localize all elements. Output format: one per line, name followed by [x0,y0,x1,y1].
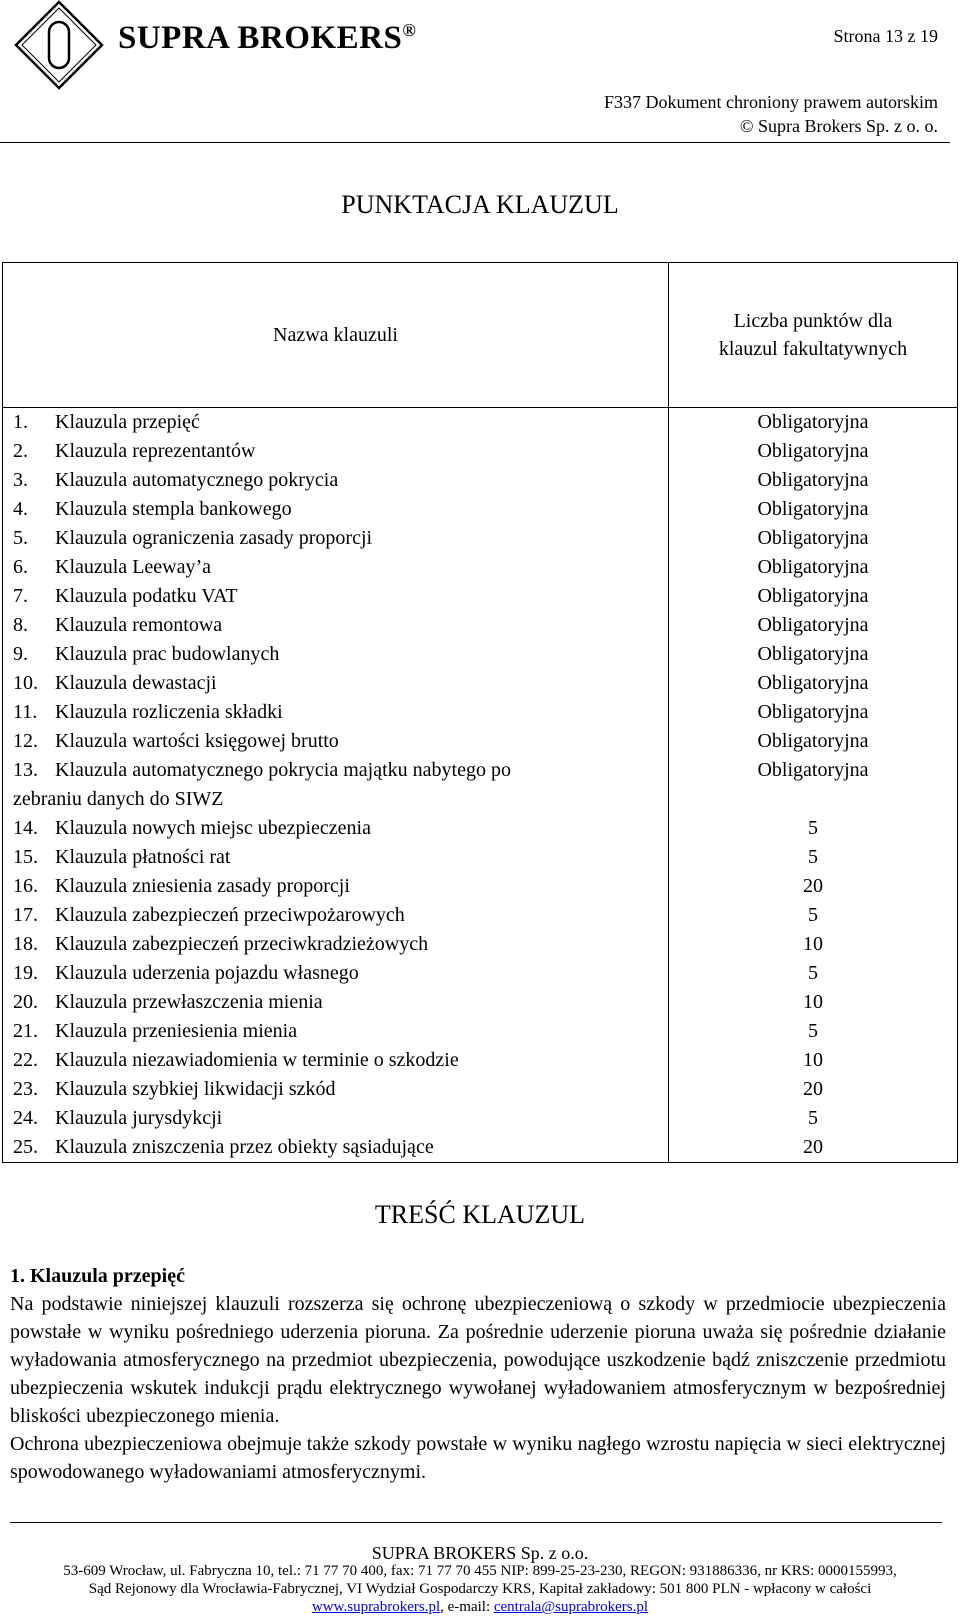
clause-name: Klauzula nowych miejsc ubezpieczenia [55,817,371,839]
document-code: F337 Dokument chroniony prawem autorskim [604,92,938,112]
clause-points: 20 [803,1136,823,1158]
clause-number: 2. [13,440,28,462]
column-header-points: Liczba punktów dla klauzul fakultatywnych [669,263,958,408]
clause-name-row [13,495,668,524]
clause-number: 19. [13,962,38,984]
clause-name: Klauzula szybkiej likwidacji szkód [55,1078,336,1100]
copyright-line: © Supra Brokers Sp. z o. o. [739,116,938,136]
clause-number: 23. [13,1078,38,1100]
clause-name-row [13,843,668,872]
clause-name: Klauzula zniszczenia przez obiekty sąsiadujące [55,1136,434,1158]
clause-points: 5 [808,817,818,839]
clause-name: Klauzula przewłaszczenia mienia [55,991,323,1013]
clause-points: Obligatoryjna [757,759,869,781]
clause-points: 5 [808,1020,818,1042]
clause-number: 8. [13,614,28,636]
clause-points: 5 [808,962,818,984]
clause-name-row [13,1046,668,1075]
clause-name: Klauzula uderzenia pojazdu własnego [55,962,359,984]
clause-points: Obligatoryjna [757,556,869,578]
clause-name: Klauzula przeniesienia mienia [55,1020,298,1042]
clause-paragraph: Ochrona ubezpieczeniowa obejmuje także szkody powstałe w wyniku nagłego wzrostu napięcia w sieci elektrycznej spowodowanego wyładowaniami atmosferycznymi. [10,1433,946,1483]
clause-number: 20. [13,991,38,1013]
copyright-notice [604,90,938,138]
clause-name-row [13,930,668,959]
clause-name: Klauzula rozliczenia składki [55,701,283,723]
clause-name: Klauzula ograniczenia zasady proporcji [55,527,373,549]
clause-number: 1. [13,411,28,433]
clause-name: Klauzula remontowa [55,614,223,636]
clause-points: 20 [803,875,823,897]
clause-number: 10. [13,672,38,694]
clause-number: 5. [13,527,28,549]
clause-name: Klauzula Leeway’a [55,556,212,578]
clauses-table [2,262,958,1163]
clause-name-row [13,640,668,669]
clause-name-row [13,901,668,930]
clause-points: 10 [803,933,823,955]
clause-number: 4. [13,498,28,520]
page-number: Strona 13 z 19 [833,26,938,46]
clause-points: 10 [803,1049,823,1071]
clause-points: Obligatoryjna [757,469,869,491]
clause-name: Klauzula płatności rat [55,846,231,868]
clause-number: 7. [13,585,28,607]
clause-content [10,1262,946,1486]
clause-points: Obligatoryjna [757,498,869,520]
clause-name-row [13,611,668,640]
clause-name-row [13,1017,668,1046]
clause-name-row [13,1104,668,1133]
clause-number: 18. [13,933,38,955]
clause-points: Obligatoryjna [757,643,869,665]
footer-contact: www.suprabrokers.pl, e-mail: centrala@suprabrokers.pl [311,1599,649,1615]
company-logo [14,0,104,90]
footer-company: SUPRA BROKERS Sp. z o.o. [371,1543,589,1563]
page-title: PUNKTACJA KLAUZUL [341,190,619,219]
clause-number: 22. [13,1049,38,1071]
clause-points-cell [669,408,958,1163]
footer [0,1544,960,1616]
clause-number: 9. [13,643,28,665]
clause-points: Obligatoryjna [757,730,869,752]
clause-name-row [13,727,668,756]
footer-registry: Sąd Rejonowy dla Wrocławia-Fabrycznej, VI Wydział Gospodarczy KRS, Kapitał zakładowy: 501 800 PLN - wpłacony w całości [88,1581,872,1597]
clause-name: Klauzula stempla bankowego [55,498,292,520]
website-link[interactable]: www.suprabrokers.pl [311,1599,441,1615]
clause-number: 11. [13,701,38,723]
clause-name: Klauzula zabezpieczeń przeciwkradzieżowych [55,933,429,955]
clause-points: Obligatoryjna [757,701,869,723]
clause-names-cell [3,408,669,1163]
email-link[interactable]: centrala@suprabrokers.pl [493,1599,649,1615]
clause-number: 21. [13,1020,38,1042]
clause-name-row [13,553,668,582]
clause-name-row [13,988,668,1017]
clause-name: Klauzula jurysdykcji [55,1107,223,1129]
clause-name-row [13,582,668,611]
clause-number: 25. [13,1136,38,1158]
clause-name: Klauzula reprezentantów [55,440,256,462]
clause-name-row [13,756,668,814]
clause-number: 16. [13,875,38,897]
clause-number: 17. [13,904,38,926]
clause-points: Obligatoryjna [757,614,869,636]
clause-name-row [13,408,668,437]
clause-name: Klauzula dewastacji [55,672,217,694]
clause-points: Obligatoryjna [757,411,869,433]
clause-name: Klauzula prac budowlanych [55,643,280,665]
clause-name-row [13,1133,668,1162]
header-divider [0,142,950,143]
clause-points: Obligatoryjna [757,585,869,607]
clause-paragraph: Na podstawie niniejszej klauzuli rozszerza się ochronę ubezpieczeniową o szkody w przedmiocie ubezpieczenia powstałe w wyniku pośredniego uderzenia pioruna. Za pośrednie uderzenie pioruna uważa się pośrednie działanie wyładowania atmosferycznego na przedmiot ubezpieczenia, powodujące uszkodzenie bądź zniszczenie przedmiotu ubezpieczenia wskutek indukcji prądu elektrycznego wywołanej wyładowaniem atmosferycznym w bezpośredniej bliskości ubezpieczonego mienia. [10,1293,946,1427]
clause-number: 13. [13,759,38,781]
footer-address: 53-609 Wrocław, ul. Fabryczna 10, tel.: 71 77 70 400, fax: 71 77 70 455 NIP: 899-25-23-230, REGON: 931886336, nr KRS: 0000155993, [63,1563,897,1579]
clause-number: 12. [13,730,38,752]
clause-points: Obligatoryjna [757,527,869,549]
clause-heading: 1. Klauzula przepięć [10,1265,185,1287]
clause-name: Klauzula automatycznego pokrycia [55,469,339,491]
clause-number: 14. [13,817,38,839]
clause-points: 10 [803,991,823,1013]
clause-name: Klauzula zabezpieczeń przeciwpożarowych [55,904,405,926]
clause-name-row [13,437,668,466]
footer-divider [10,1522,942,1523]
clause-points: Obligatoryjna [757,672,869,694]
clause-name-row [13,524,668,553]
clause-number: 3. [13,469,28,491]
clause-name-row [13,959,668,988]
clause-number: 6. [13,556,28,578]
clause-name: Klauzula niezawiadomienia w terminie o szkodzie [55,1049,459,1071]
clause-name: Klauzula automatycznego pokrycia majątku nabytego po [55,759,511,781]
clause-name-row [13,872,668,901]
clause-points: 5 [808,846,818,868]
clause-name: Klauzula zniesienia zasady proporcji [55,875,350,897]
clause-name-row [13,466,668,495]
clause-points: 20 [803,1078,823,1100]
clause-points: Obligatoryjna [757,440,869,462]
column-header-name: Nazwa klauzuli [3,263,669,408]
clause-name-continuation: zebraniu danych do SIWZ [13,788,224,810]
clause-name-row [13,1075,668,1104]
clause-name-row [13,669,668,698]
clause-name-row [13,814,668,843]
clause-name-row [13,698,668,727]
clause-name: Klauzula wartości księgowej brutto [55,730,339,752]
section-title: TREŚĆ KLAUZUL [374,1200,586,1229]
clause-name: Klauzula przepięć [55,411,200,433]
clause-points: 5 [808,904,818,926]
clause-points: 5 [808,1107,818,1129]
clause-number: 15. [13,846,38,868]
clause-name: Klauzula podatku VAT [55,585,238,607]
brand-name: SUPRA BROKERS® [118,20,417,56]
clause-number: 24. [13,1107,38,1129]
